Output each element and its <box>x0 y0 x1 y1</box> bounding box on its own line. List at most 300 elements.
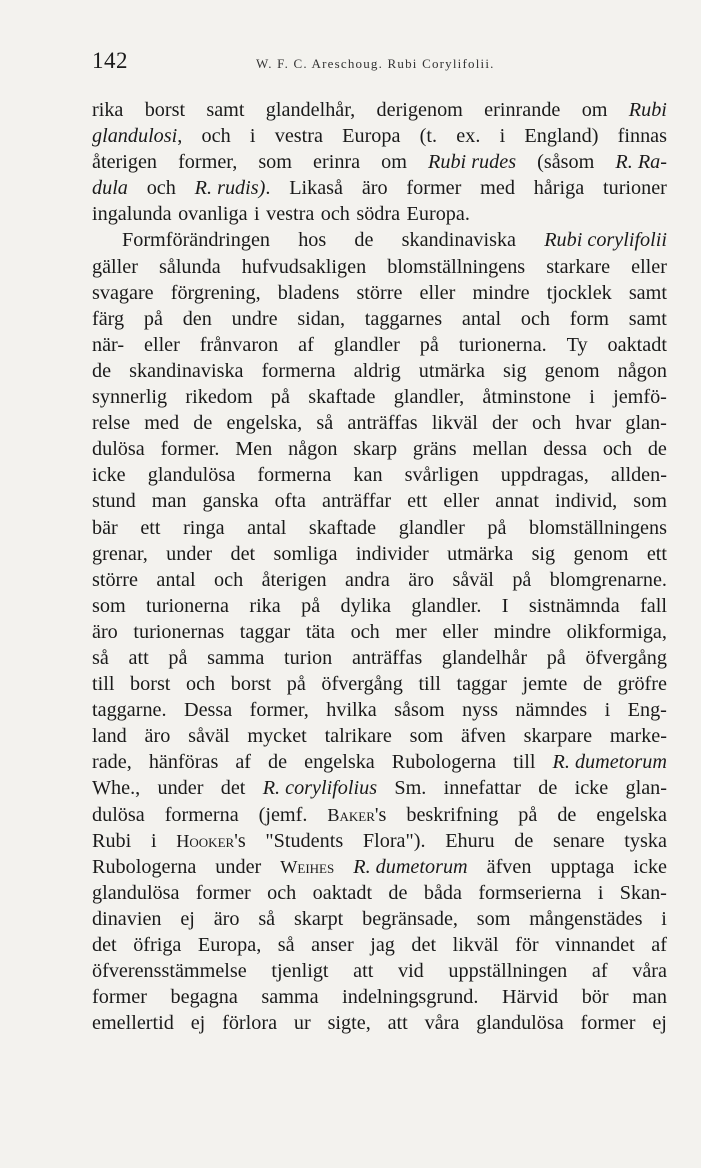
word: de <box>354 229 374 252</box>
text-line <box>92 332 667 358</box>
word: våra <box>632 960 667 983</box>
text-line <box>92 958 667 984</box>
word: våra <box>424 1012 460 1035</box>
word: vestra <box>266 203 315 226</box>
word: tyska <box>624 829 667 852</box>
word: bör <box>581 986 609 1009</box>
word: man <box>151 490 187 513</box>
word: glandulösa <box>476 1012 564 1035</box>
word: ganska <box>202 490 259 513</box>
word: mellan <box>472 438 528 461</box>
text-line <box>92 619 667 645</box>
word: anser <box>311 934 354 956</box>
word: hos <box>298 229 327 252</box>
word: form <box>569 307 609 330</box>
word: senare <box>553 829 605 852</box>
word: öfvergång <box>585 646 667 669</box>
word: Weihes <box>280 856 335 877</box>
word: på <box>487 516 507 539</box>
word: nyss <box>462 699 498 722</box>
body-text <box>92 97 667 1036</box>
word: erinrande <box>484 99 561 121</box>
word: (t. <box>419 125 438 148</box>
word: dessa <box>543 438 587 461</box>
word: former. <box>160 438 220 461</box>
word: af <box>298 333 314 356</box>
word: Men <box>235 438 273 461</box>
word: Rubi rudes <box>428 151 517 174</box>
word: med <box>480 177 515 200</box>
word: ett <box>646 542 667 565</box>
word: starkare <box>546 255 611 278</box>
word: marke- <box>609 725 667 748</box>
word: tjocklek <box>546 281 612 304</box>
word: i <box>150 829 157 852</box>
word: Whe., <box>92 777 141 800</box>
word: anträffar <box>322 490 392 513</box>
word: på <box>518 803 538 826</box>
word: turionernas <box>133 620 225 643</box>
text-line <box>92 1010 667 1036</box>
word: eller <box>144 333 180 356</box>
word: emellertid <box>92 1012 174 1035</box>
word: innefattar <box>443 777 521 800</box>
word: engelska <box>596 803 667 826</box>
word: dula <box>92 177 128 200</box>
text-line <box>92 488 667 514</box>
word: täta <box>305 620 335 643</box>
word: allden- <box>610 464 667 487</box>
word: och <box>146 177 176 200</box>
word: R. rudis). <box>194 177 271 200</box>
word: de <box>538 777 558 800</box>
word: Sm. <box>394 777 427 800</box>
word: finnas <box>617 125 667 148</box>
word: vestra <box>274 125 323 148</box>
word: de <box>647 438 667 461</box>
word: det <box>411 934 437 956</box>
word: i <box>499 125 506 148</box>
word: sig <box>502 359 527 382</box>
word: dylika <box>340 594 391 617</box>
text-line <box>92 384 667 410</box>
word: ur <box>293 1012 311 1035</box>
word: Baker's <box>327 803 387 826</box>
word: skandinaviska <box>129 359 244 382</box>
word: (såsom <box>537 151 595 174</box>
word: större <box>356 281 403 304</box>
text-line <box>92 932 667 958</box>
text-line <box>92 906 667 932</box>
text-line <box>92 410 667 436</box>
word: taggarnes <box>364 307 443 330</box>
word: och <box>267 881 297 904</box>
word: borst <box>130 673 171 696</box>
word: der <box>492 412 518 435</box>
word: svagare <box>92 281 154 304</box>
word: mindre <box>472 281 530 304</box>
word: ofta <box>274 490 307 513</box>
text-line <box>92 880 667 906</box>
word: till <box>418 673 441 696</box>
word: de <box>514 829 534 852</box>
word: på <box>143 307 163 330</box>
word: hufvudsakligen <box>241 255 367 278</box>
word: samt <box>628 281 667 304</box>
word: bär <box>92 516 118 539</box>
word: som <box>409 725 444 748</box>
word: svårligen <box>404 464 479 487</box>
word: färg <box>92 307 125 330</box>
word: glan- <box>625 412 667 435</box>
word: Skan- <box>619 881 667 904</box>
word: England) <box>524 125 599 148</box>
word: återigen <box>92 151 158 174</box>
word: under <box>157 777 204 800</box>
word: icke <box>574 777 609 800</box>
word: rika <box>249 594 281 617</box>
word: som <box>92 594 126 617</box>
text-line <box>92 775 667 801</box>
word: fall <box>640 594 667 617</box>
word: under <box>166 542 213 565</box>
word: ej <box>652 1012 667 1035</box>
word: blomställningens <box>387 255 526 278</box>
word: som <box>258 151 292 174</box>
word: anträffas <box>351 646 423 669</box>
word: glandler <box>398 516 465 539</box>
word: om <box>581 99 608 121</box>
word: synnerlig <box>92 386 168 409</box>
word: frånvaron <box>199 333 279 356</box>
word: former <box>92 986 147 1009</box>
word: af <box>651 934 667 956</box>
word: genom <box>573 542 629 565</box>
word: ej <box>180 907 195 930</box>
word: nämndes <box>515 699 588 722</box>
word: Formförändringen <box>122 229 271 252</box>
word: det <box>230 542 256 565</box>
word: R. Ra- <box>615 151 667 174</box>
word: rikedom <box>185 386 253 409</box>
word: uppdragas, <box>500 464 589 487</box>
word: som <box>476 907 511 930</box>
word: jemfö- <box>613 386 667 409</box>
text-line <box>92 97 667 123</box>
word: i <box>597 881 604 904</box>
word: rika <box>92 99 124 121</box>
word: grenar, <box>92 542 148 565</box>
word: Ehuru <box>445 829 495 852</box>
word: eller <box>442 620 479 643</box>
word: ett <box>407 490 428 513</box>
word: beskrifning <box>406 803 499 826</box>
word: Hooker's <box>176 829 246 852</box>
word: på <box>546 646 566 669</box>
word: vinnandet <box>555 934 635 956</box>
text-line <box>92 671 667 697</box>
text-line <box>92 593 667 619</box>
running-head-text: W. F. C. Areschoug. Rubi Corylifolii. <box>256 56 495 71</box>
word: skaftade <box>308 386 376 409</box>
word: skarp <box>353 438 398 461</box>
word: Rubi <box>628 99 667 121</box>
word: taggar <box>456 673 507 696</box>
word: glandulosi, <box>92 125 183 148</box>
word: formerna <box>164 803 239 826</box>
word: förgrening, <box>170 281 261 304</box>
word: utmärka <box>418 359 485 382</box>
word: glandelhår, <box>265 99 356 121</box>
text-line <box>92 802 667 828</box>
word: Rubi corylifolii <box>544 229 667 252</box>
word: skarpare <box>523 725 593 748</box>
word: formerna <box>257 464 332 487</box>
word: glan- <box>625 777 667 800</box>
word: Eng- <box>627 699 667 722</box>
word: någon <box>617 359 667 382</box>
word: i <box>604 699 611 722</box>
word: det <box>92 934 117 956</box>
word: annat <box>495 490 539 513</box>
word: att <box>128 646 149 669</box>
text-line <box>92 515 667 541</box>
word: sig <box>531 542 556 565</box>
word: turioner <box>603 177 667 200</box>
word: ej <box>190 1012 206 1035</box>
word: relse <box>92 412 131 435</box>
word: skarpt <box>293 907 344 930</box>
word: taggar <box>239 620 291 643</box>
word: Likaså <box>289 177 343 200</box>
word: hänföras <box>148 751 219 774</box>
word: om <box>381 151 407 174</box>
word: begränsade, <box>362 907 458 930</box>
word: äro <box>144 725 171 748</box>
word: borst <box>144 99 186 121</box>
word: för <box>515 934 539 956</box>
word: oaktadt <box>607 333 667 356</box>
word: så <box>258 907 276 930</box>
word: likväl <box>431 412 478 435</box>
text-line <box>92 697 667 723</box>
text-line <box>92 358 667 384</box>
word: glandler, <box>393 386 465 409</box>
word: stund <box>92 490 136 513</box>
word: Härvid <box>502 986 559 1009</box>
word: utmärka <box>447 542 514 565</box>
word: gröfre <box>617 673 667 696</box>
word: som <box>633 490 667 513</box>
word: sålunda <box>159 255 221 278</box>
word: individer <box>355 542 429 565</box>
word: samt <box>206 99 245 121</box>
text-line <box>92 175 667 201</box>
word: rade, <box>92 751 132 774</box>
word: de <box>557 803 577 826</box>
word: sigte, <box>327 1012 371 1035</box>
word: båda <box>423 881 462 904</box>
text-line <box>92 828 667 854</box>
word: gräns <box>412 438 457 461</box>
word: äro <box>361 177 388 200</box>
word: borst <box>230 673 272 696</box>
word: formerna <box>261 359 336 382</box>
word: Europa, <box>197 934 262 956</box>
word: på <box>419 333 439 356</box>
word: vid <box>397 960 424 983</box>
word: dinavien <box>92 907 162 930</box>
word: af <box>235 751 252 774</box>
word: former <box>406 177 462 200</box>
word: mångenstädes <box>529 907 643 930</box>
word: och <box>186 673 216 696</box>
word: erinra <box>313 151 361 174</box>
word: det <box>220 777 246 800</box>
word: öfvergång <box>321 673 403 696</box>
word: begagna <box>170 986 238 1009</box>
word: äro <box>408 568 435 591</box>
word: man <box>632 986 667 1009</box>
word: att <box>353 960 374 983</box>
text-line <box>92 306 667 332</box>
word: engelska, <box>226 412 303 435</box>
word: upptaga <box>550 855 615 878</box>
word: uppställningen <box>448 960 568 983</box>
word: engelska <box>304 751 375 774</box>
word: R. dumetorum <box>552 751 667 774</box>
word: blomgrenarne. <box>549 568 667 591</box>
word: samma <box>207 646 265 669</box>
word: de <box>92 359 112 382</box>
word: äfven <box>486 855 532 878</box>
text-line <box>92 567 667 593</box>
word: och <box>602 438 632 461</box>
word: land <box>92 725 127 748</box>
word: glandler <box>333 333 400 356</box>
text-line <box>92 436 667 462</box>
word: gäller <box>92 255 138 278</box>
word: individ, <box>554 490 618 513</box>
word: bladens <box>277 281 340 304</box>
word: blomställningens <box>529 516 667 539</box>
word: kan <box>353 464 383 487</box>
word: Flora"). <box>362 829 426 852</box>
word: genom <box>544 359 600 382</box>
running-head <box>92 48 667 80</box>
word: eller <box>631 255 667 278</box>
word: åtminstone <box>482 386 571 409</box>
word: och <box>214 568 244 591</box>
text-line <box>92 854 667 880</box>
word: af <box>591 960 608 983</box>
text-line <box>92 201 667 227</box>
word: och <box>531 412 562 435</box>
word: öfriga <box>133 934 182 956</box>
word: Ty <box>566 333 588 356</box>
word: och <box>201 125 231 148</box>
word: hvilka <box>326 699 377 722</box>
word: äfven <box>461 725 506 748</box>
word: dulösa <box>92 803 145 826</box>
word: talrikare <box>324 725 392 748</box>
word: återigen <box>261 568 327 591</box>
word: icke <box>92 464 126 487</box>
word: skandinaviska <box>401 229 517 252</box>
word: mindre <box>493 620 551 643</box>
word: såsom <box>394 699 445 722</box>
word: till <box>92 673 115 696</box>
word: likväl <box>452 934 499 956</box>
word: håriga <box>533 177 585 200</box>
word: samma <box>261 986 319 1009</box>
word: somliga <box>273 542 338 565</box>
word: den <box>182 307 212 330</box>
word: på <box>301 594 321 617</box>
word: turion <box>284 646 333 669</box>
word: "Students <box>265 829 344 852</box>
word: R. dumetorum <box>353 855 468 878</box>
word: någon <box>288 438 338 461</box>
text-line <box>92 149 667 175</box>
text-line <box>92 645 667 671</box>
word: indelningsgrund. <box>342 986 479 1009</box>
word: antal <box>247 516 287 539</box>
word: Dessa <box>183 699 233 722</box>
word: och <box>350 620 380 643</box>
word: aldrig <box>353 359 401 382</box>
word: ringa <box>183 516 225 539</box>
word: sidan, <box>297 307 345 330</box>
word: eller <box>443 490 480 513</box>
word: hvar <box>575 412 612 435</box>
word: mycket <box>247 725 307 748</box>
word: (jemf. <box>258 803 308 826</box>
word: södra <box>356 203 401 226</box>
text-line <box>92 123 667 149</box>
word: de <box>268 751 288 774</box>
word: Rubologerna <box>92 855 197 878</box>
word: samt <box>628 307 667 330</box>
word: icke <box>633 855 667 878</box>
word: att <box>387 1012 408 1035</box>
word: på <box>512 568 532 591</box>
word: sistnämnda <box>528 594 620 617</box>
word: de <box>388 881 408 904</box>
word: äro <box>213 907 240 930</box>
word: förlora <box>222 1012 278 1035</box>
page-number: 142 <box>92 48 128 73</box>
word: mer <box>395 620 427 643</box>
word: till <box>513 751 536 774</box>
word: dulösa <box>92 438 145 461</box>
text-line <box>92 723 667 749</box>
word: eller <box>419 281 456 304</box>
word: formserierna <box>478 881 582 904</box>
word: såväl <box>188 725 230 748</box>
word: ovanliga <box>178 203 248 226</box>
text-line <box>92 280 667 306</box>
word: på <box>270 386 290 409</box>
word: äro <box>92 620 118 643</box>
word: såväl <box>452 568 494 591</box>
word: glandelhår <box>441 646 528 669</box>
word: derigenom <box>376 99 463 121</box>
word: former <box>195 881 251 904</box>
word: de <box>193 412 213 435</box>
word: ett <box>140 516 161 539</box>
word: R. corylifolius <box>262 777 378 800</box>
